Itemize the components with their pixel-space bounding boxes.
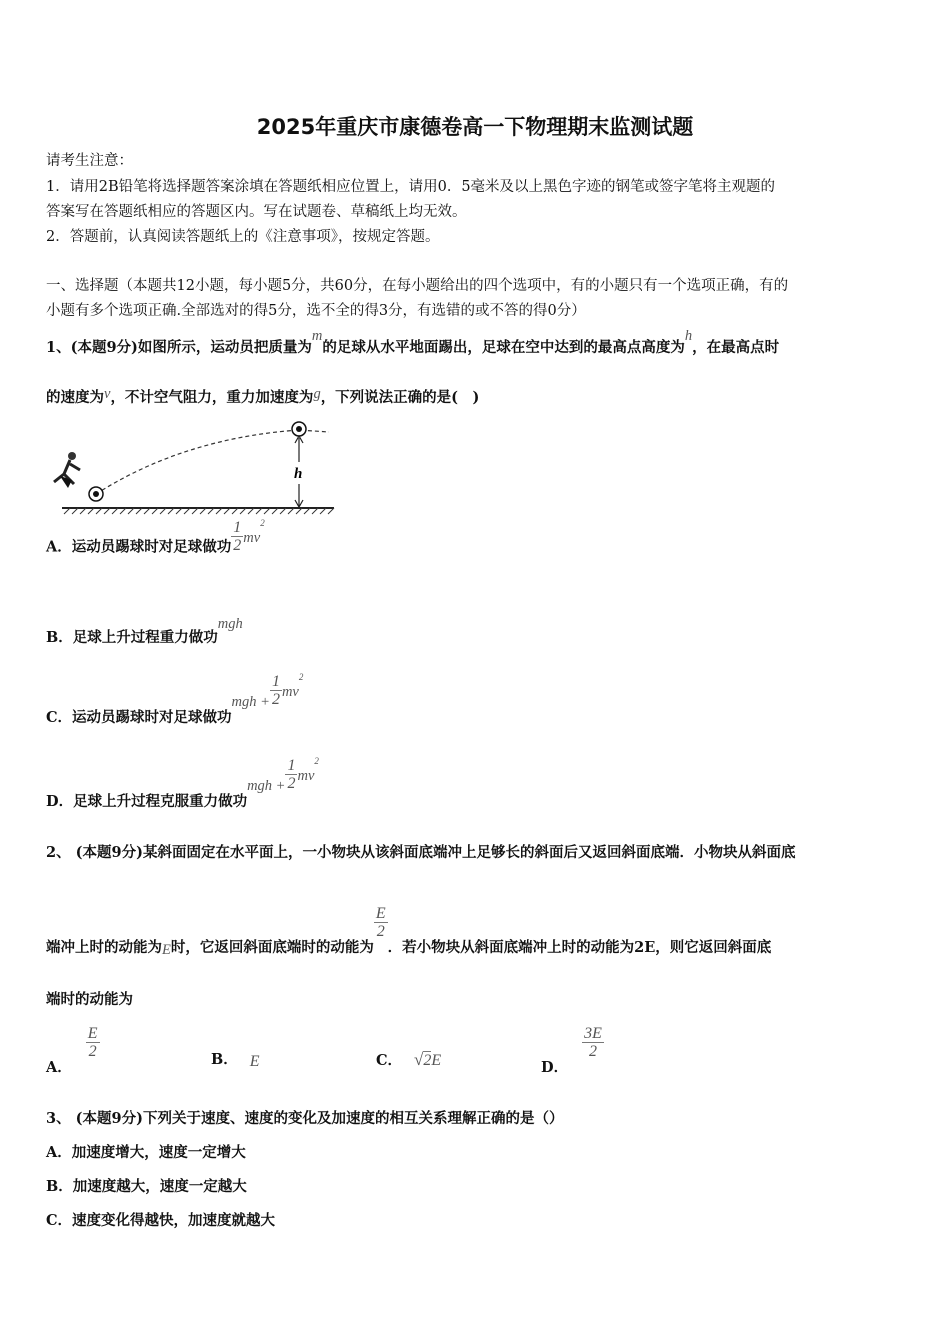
q1-var-v: v — [104, 386, 111, 402]
section-header-line2: 小题有多个选项正确.全部选对的得5分，选不全的得3分，有选错的或不答的得0分） — [46, 303, 586, 319]
q1-option-b[interactable]: B．足球上升过程重力做功mgh — [46, 616, 243, 646]
q3-stem: 3、 (本题9分)下列关于速度、速度的变化及加速度的相互关系理解正确的是（） — [46, 1110, 564, 1127]
notice-line1: 1．请用2B铅笔将选择题答案涂填在答题纸相应位置上，请用0．5毫米及以上黑色字迹的钢笔或签字笔将主观题的 — [46, 179, 776, 195]
q1-figure — [44, 418, 344, 518]
q1-var-h: h — [684, 328, 693, 344]
q2-stem-line1: 2、 (本题9分)某斜面固定在水平面上，一小物块从该斜面底端冲上足够长的斜面后又返回斜面底端．小物块从斜面底 — [46, 844, 796, 861]
page-title: 2025年重庆市康德卷高一下物理期末监测试题 — [256, 115, 694, 139]
q2-stem-line3: 端时的动能为 — [46, 991, 133, 1008]
notice-line2: 2．答题前，认真阅读答题纸上的《注意事项》，按规定答题。 — [46, 229, 440, 245]
q3-option-b[interactable]: B．加速度越大，速度一定越大 — [46, 1178, 247, 1195]
q1-stem-line2: 的速度为v，不计空气阻力，重力加速度为g，下列说法正确的是( ) — [46, 386, 480, 406]
q3-option-a[interactable]: A．加速度增大，速度一定增大 — [46, 1144, 246, 1161]
q2-option-b[interactable]: B． E — [211, 1051, 260, 1070]
q1-option-a[interactable]: A．运动员踢球时对足球做功 $\frac{1}{2}$ $mv^2$ — [46, 517, 265, 556]
ball-top — [292, 422, 306, 436]
q2-option-c[interactable]: C． √2E — [376, 1050, 442, 1069]
height-label: h — [294, 466, 303, 482]
ball-ground — [89, 487, 103, 501]
trajectory-path — [96, 430, 329, 494]
q1-stem-line1: 1、(本题9分)如图所示，运动员把质量为m的足球从水平地面踢出，足球在空中达到的最高点高度为h，在最高点时 — [46, 328, 780, 356]
q1-var-g: g — [313, 386, 321, 402]
q1-option-d[interactable]: D．足球上升过程克服重力做功mgh + $\frac{1}{2}$ $mv^2$ — [46, 755, 319, 810]
q3-option-c[interactable]: C．速度变化得越快，加速度就越大 — [46, 1212, 276, 1229]
q2-stem-line2: 端冲上时的动能为E时，它返回斜面底端时的动能为 $\frac{E}{2}$ ．若小物块从斜面底端冲上时的动能为2E，则它返回斜面底 — [46, 905, 772, 958]
q2-option-d[interactable]: D． $\frac{3E}{2}$ — [541, 1025, 602, 1076]
q2-option-a[interactable]: A． $\frac{E}{2}$ — [46, 1025, 98, 1076]
notice-line1-cont: 答案写在答题纸相应的答题区内。写在试题卷、草稿纸上均无效。 — [46, 204, 467, 220]
player-figure — [54, 452, 80, 488]
q1-var-m: m — [311, 328, 323, 344]
q1-option-c[interactable]: C．运动员踢球时对足球做功mgh + $\frac{1}{2}$ $mv^2$ — [46, 671, 304, 726]
section-header-line1: 一、选择题（本题共12小题，每小题5分，共60分，在每小题给出的四个选项中，有的小题只有一个选项正确，有的 — [46, 278, 789, 294]
notice-heading: 请考生注意： — [46, 153, 133, 169]
